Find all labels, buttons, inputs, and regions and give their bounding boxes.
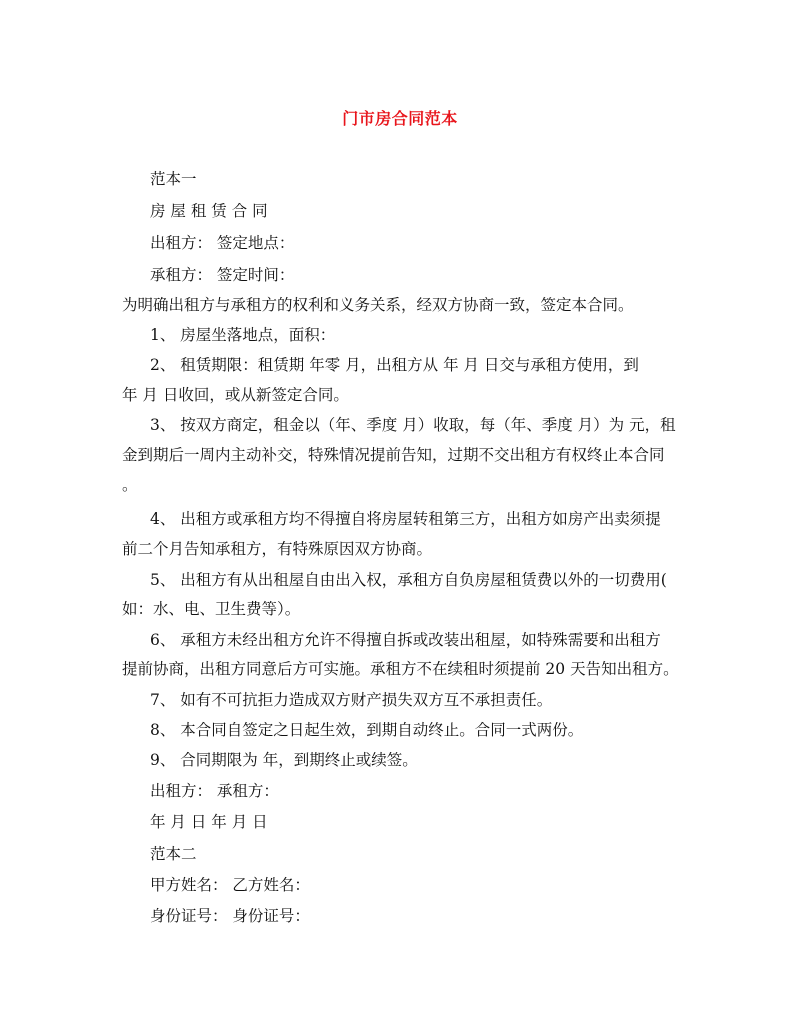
section-heading-sample-1: 范本一 bbox=[150, 170, 197, 188]
lessee-signing-time-line: 承租方： 签定时间： bbox=[150, 266, 295, 284]
clause-8: 8、 本合同自签定之日起生效，到期自动终止。合同一式两份。 bbox=[150, 721, 584, 739]
clause-4-line-1: 4、 出租方或承租方均不得擅自将房屋转租第三方，出租方如房产出卖须提 bbox=[150, 510, 661, 528]
clause-3-line-2: 金到期后一周内主动补交，特殊情况提前告知，过期不交出租方有权终止本合同 bbox=[122, 446, 665, 464]
signature-parties-line: 出租方： 承租方： bbox=[150, 782, 279, 800]
clause-6-line-2: 提前协商，出租方同意后方可实施。承租方不在续租时须提前 20 天告知出租方。 bbox=[122, 660, 679, 678]
party-names-line: 甲方姓名： 乙方姓名： bbox=[150, 876, 310, 894]
preamble-paragraph: 为明确出租方与承租方的权利和义务关系，经双方协商一致，签定本合同。 bbox=[122, 296, 634, 314]
clause-6-line-1: 6、 承租方未经出租方允许不得擅自拆或改装出租屋，如特殊需要和出租方 bbox=[150, 631, 661, 649]
signature-dates-line: 年 月 日 年 月 日 bbox=[150, 813, 268, 831]
clause-2-line-1: 2、 租赁期限：租赁期 年零 月，出租方从 年 月 日交与承租方使用，到 bbox=[150, 356, 639, 374]
id-numbers-line: 身份证号： 身份证号： bbox=[150, 907, 310, 925]
clause-5-line-1: 5、 出租方有从出租屋自由出入权，承租方自负房屋租赁费以外的一切费用( bbox=[150, 571, 667, 589]
clause-4-line-2: 前二个月告知承租方，有特殊原因双方协商。 bbox=[122, 540, 433, 558]
contract-heading: 房 屋 租 赁 合 同 bbox=[150, 202, 268, 220]
clause-7: 7、 如有不可抗拒力造成双方财产损失双方互不承担责任。 bbox=[150, 691, 553, 709]
clause-3-line-3: 。 bbox=[122, 476, 138, 494]
clause-3-line-1: 3、 按双方商定，租金以（年、季度 月）收取，每（年、季度 月）为 元，租 bbox=[150, 416, 676, 434]
clause-9: 9、 合同期限为 年，到期终止或续签。 bbox=[150, 751, 418, 769]
document-title: 门市房合同范本 bbox=[342, 109, 458, 128]
clause-1: 1、 房屋坐落地点，面积： bbox=[150, 326, 336, 344]
section-heading-sample-2: 范本二 bbox=[150, 845, 197, 863]
clause-5-line-2: 如：水、电、卫生费等）。 bbox=[122, 600, 301, 618]
lessor-signing-place-line: 出租方： 签定地点： bbox=[150, 234, 295, 252]
clause-2-line-2: 年 月 日收回，或从新签定合同。 bbox=[122, 386, 349, 404]
